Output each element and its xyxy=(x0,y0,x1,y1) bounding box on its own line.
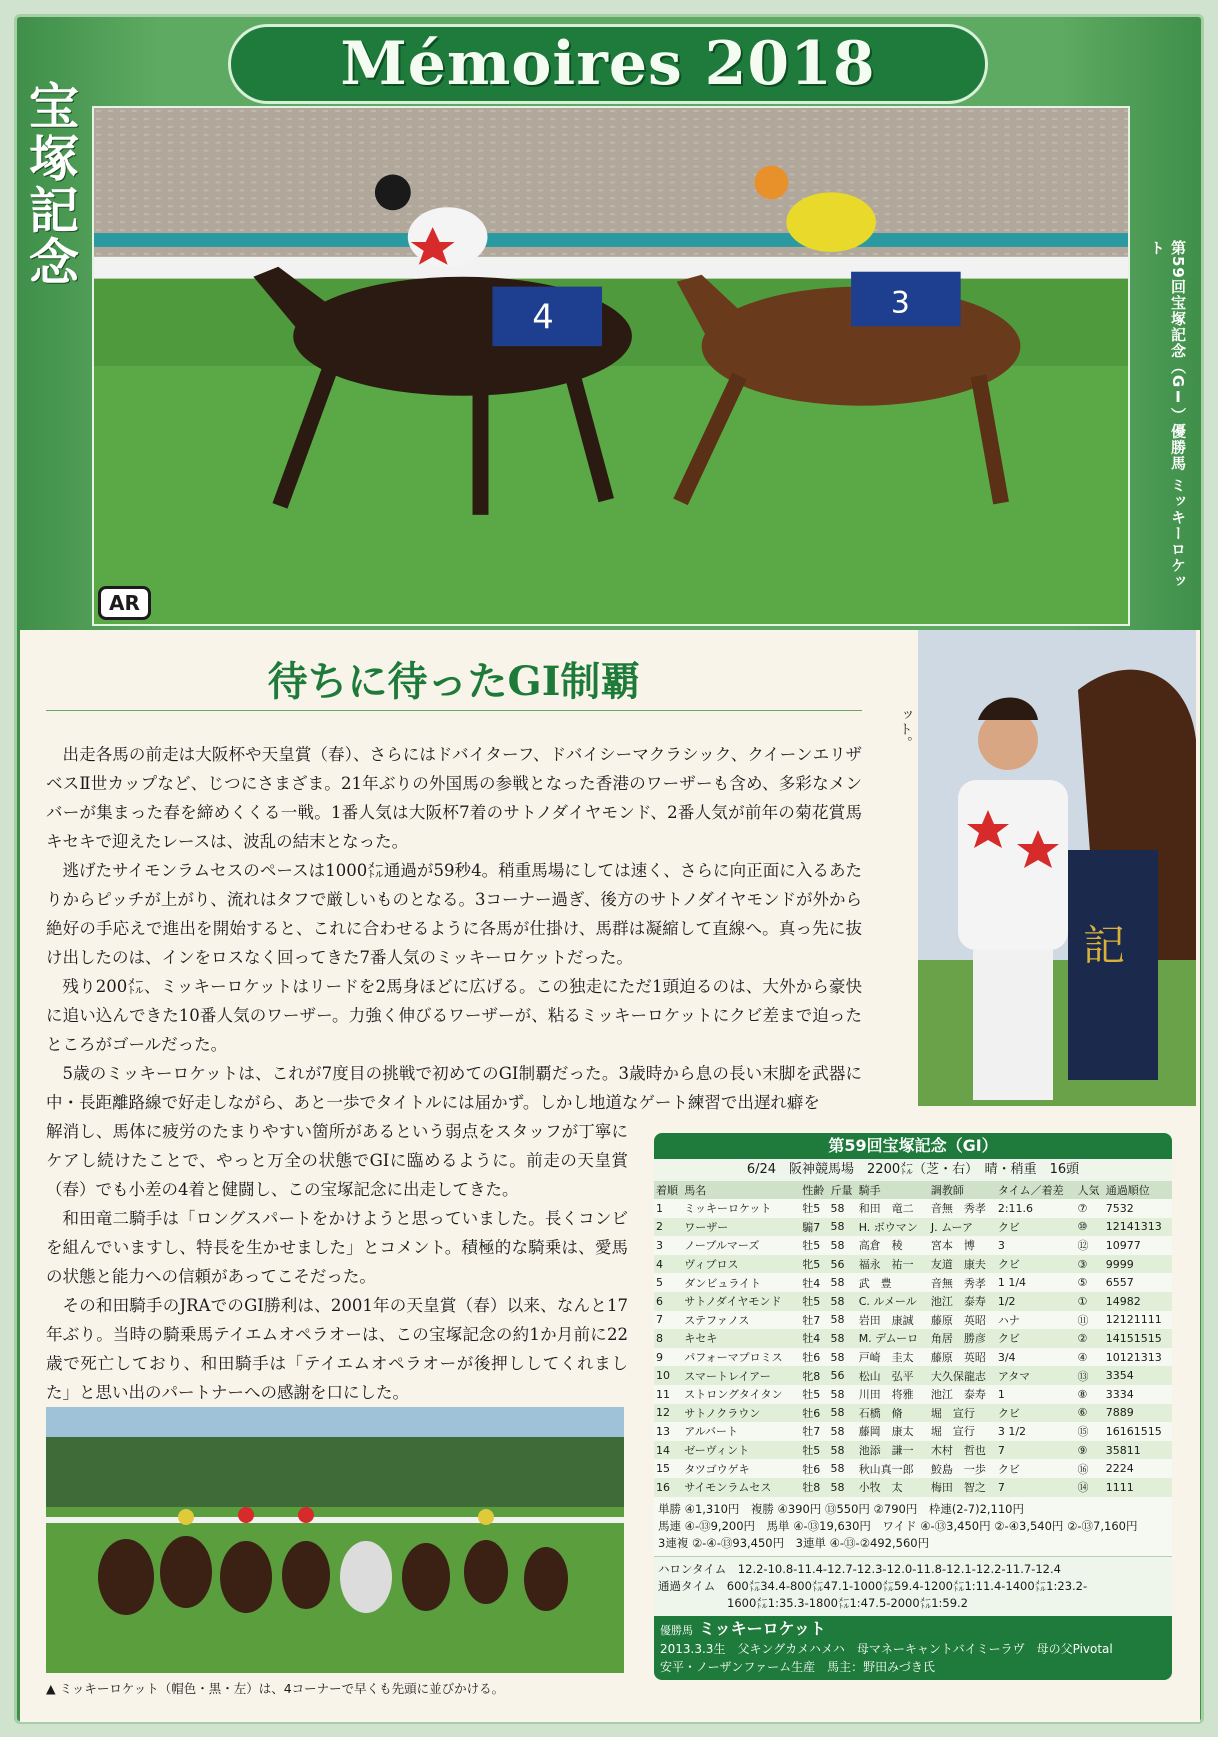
table-cell: クビ xyxy=(996,1218,1076,1237)
table-cell: ⑯ xyxy=(1076,1459,1104,1478)
table-row xyxy=(654,1422,1172,1441)
table-row xyxy=(654,1199,1172,1218)
table-cell: サイモンラムセス xyxy=(682,1478,800,1497)
table-cell: ステファノス xyxy=(682,1311,800,1330)
table-cell: 1 xyxy=(654,1199,682,1218)
table-cell: 堀 宣行 xyxy=(929,1404,996,1423)
table-cell: ④ xyxy=(1076,1348,1104,1367)
table-cell: 牡5 xyxy=(800,1292,828,1311)
race-results-box xyxy=(654,1133,1172,1701)
table-cell: 岩田 康誠 xyxy=(857,1311,929,1330)
table-cell: 7 xyxy=(996,1478,1076,1497)
table-cell: 9 xyxy=(654,1348,682,1367)
table-cell: ① xyxy=(1076,1292,1104,1311)
table-cell: ③ xyxy=(1076,1255,1104,1274)
table-cell: 藤原 英昭 xyxy=(929,1311,996,1330)
table-row xyxy=(654,1348,1172,1367)
table-cell: 牡4 xyxy=(800,1273,828,1292)
table-cell: 56 xyxy=(828,1366,856,1385)
table-cell: 高倉 稜 xyxy=(857,1236,929,1255)
results-column-header: 馬名 xyxy=(682,1181,800,1199)
payouts xyxy=(654,1497,1172,1556)
table-cell: 14151515 xyxy=(1104,1329,1172,1348)
table-cell: 58 xyxy=(828,1385,856,1404)
table-cell: 14982 xyxy=(1104,1292,1172,1311)
table-cell: 12 xyxy=(654,1404,682,1423)
table-cell: ダンビュライト xyxy=(682,1273,800,1292)
table-cell: 牡6 xyxy=(800,1404,828,1423)
title-divider xyxy=(46,710,862,711)
header-banner xyxy=(228,24,988,104)
payout-line: 馬連 ④-⑬9,200円 馬単 ④-⑬19,630円 ワイド ④-⑬3,450円 ②-④3,540円 ②-⑬7,160円 xyxy=(658,1518,1138,1533)
table-cell: 7889 xyxy=(1104,1404,1172,1423)
table-cell: クビ xyxy=(996,1255,1076,1274)
table-cell: ⑭ xyxy=(1076,1478,1104,1497)
table-cell: ノーブルマーズ xyxy=(682,1236,800,1255)
results-column-header: 通過順位 xyxy=(1104,1181,1172,1199)
table-cell: 4 xyxy=(654,1255,682,1274)
table-cell: 3 xyxy=(654,1236,682,1255)
table-cell: 1 1/4 xyxy=(996,1273,1076,1292)
table-cell: 14 xyxy=(654,1441,682,1460)
table-row xyxy=(654,1255,1172,1274)
table-cell: 8 xyxy=(654,1329,682,1348)
results-column-header: 騎手 xyxy=(857,1181,929,1199)
table-cell: ⑮ xyxy=(1076,1422,1104,1441)
paragraph: 解消し、馬体に疲労のたまりやすい箇所があるという弱点をスタッフが丁寧にケアし続けたことで、やっと万全の状態でGIに臨めるように。前走の天皇賞（春）でも小差の4着と健闘し、この宝塚記念に出走してきた。 xyxy=(46,1122,628,1199)
table-cell: 58 xyxy=(828,1329,856,1348)
table-cell: 58 xyxy=(828,1311,856,1330)
table-row xyxy=(654,1292,1172,1311)
table-cell: 58 xyxy=(828,1236,856,1255)
table-cell: ⑪ xyxy=(1076,1311,1104,1330)
table-row xyxy=(654,1273,1172,1292)
table-cell: 12141313 xyxy=(1104,1218,1172,1237)
results-info: 6/24 阪神競馬場 2200㍍（芝・右） 晴・稍重 16頭 xyxy=(654,1159,1172,1181)
table-cell: 3 xyxy=(996,1236,1076,1255)
table-row xyxy=(654,1459,1172,1478)
table-cell: 音無 秀孝 xyxy=(929,1273,996,1292)
table-cell: 堀 宣行 xyxy=(929,1422,996,1441)
table-cell: ⑦ xyxy=(1076,1199,1104,1218)
table-cell: 1 xyxy=(996,1385,1076,1404)
table-cell: 梅田 智之 xyxy=(929,1478,996,1497)
svg-text:記: 記 xyxy=(1083,921,1126,970)
table-cell: 58 xyxy=(828,1478,856,1497)
table-cell: 6557 xyxy=(1104,1273,1172,1292)
table-cell: 2 xyxy=(654,1218,682,1237)
jockey-photo-caption: ット。 xyxy=(896,708,912,750)
table-cell: ヴィブロス xyxy=(682,1255,800,1274)
table-cell: 7 xyxy=(996,1441,1076,1460)
table-row xyxy=(654,1441,1172,1460)
table-cell: 秋山真一郎 xyxy=(857,1459,929,1478)
table-cell: 7532 xyxy=(1104,1199,1172,1218)
lap-line: ハロンタイム 12.2-10.8-11.4-12.7-12.3-12.0-11.8-12.1-12.2-11.7-12.4 xyxy=(658,1561,1061,1576)
table-cell: 9999 xyxy=(1104,1255,1172,1274)
table-cell: ⑫ xyxy=(1076,1236,1104,1255)
table-cell: 牡7 xyxy=(800,1422,828,1441)
table-cell: 56 xyxy=(828,1255,856,1274)
table-cell: 牡5 xyxy=(800,1199,828,1218)
table-cell: 小牧 太 xyxy=(857,1478,929,1497)
paragraph: 5歳のミッキーロケットは、これが7度目の挑戦で初めてのGI制覇だった。3歳時から息の長い末脚を武器に中・長距離路線で好走しながら、あと一歩でタイトルには届かず。しかし地道なゲート練習で出遅れ癖を xyxy=(46,1064,862,1112)
table-cell: 3334 xyxy=(1104,1385,1172,1404)
table-cell: J. ムーア xyxy=(929,1218,996,1237)
lap-line: 通過タイム 600㍍34.4-800㍍47.1-1000㍍59.4-1200㍍1:11.4-1400㍍1:23.2- xyxy=(658,1578,1088,1593)
table-cell: 和田 竜二 xyxy=(857,1199,929,1218)
table-cell: 3 1/2 xyxy=(996,1422,1076,1441)
table-cell: スマートレイアー xyxy=(682,1366,800,1385)
winner-pedigree: 2013.3.3生 父キングカメハメハ 母マネーキャントバイミーラヴ 母の父Pivotal xyxy=(660,1641,1113,1656)
paragraph: 残り200㍍、ミッキーロケットはリードを2馬身ほどに広げる。この独走にただ1頭迫るのは、大外から豪快に追い込んできた10番人気のワーザー。力強く伸びるワーザーが、粘るミッキーロケットにクビ差まで迫ったところがゴールだった。 xyxy=(46,977,862,1054)
table-cell: 58 xyxy=(828,1199,856,1218)
table-row xyxy=(654,1385,1172,1404)
table-cell: M. デムーロ xyxy=(857,1329,929,1348)
results-column-header: タイム／着差 xyxy=(996,1181,1076,1199)
table-cell: 58 xyxy=(828,1273,856,1292)
table-cell: 2224 xyxy=(1104,1459,1172,1478)
table-cell: 牝5 xyxy=(800,1255,828,1274)
table-cell: タツゴウゲキ xyxy=(682,1459,800,1478)
table-cell: 牡7 xyxy=(800,1311,828,1330)
table-cell: パフォーマプロミス xyxy=(682,1348,800,1367)
table-cell: 1/2 xyxy=(996,1292,1076,1311)
table-cell: 音無 秀孝 xyxy=(929,1199,996,1218)
table-cell: 6 xyxy=(654,1292,682,1311)
main-photo-caption: 第59回宝塚記念（GⅠ）優勝馬 ミッキーロケット xyxy=(1148,240,1187,590)
winner-name: ミッキーロケット xyxy=(699,1618,826,1638)
winner-label: 優勝馬 xyxy=(660,1623,693,1637)
article-title: 待ちに待ったGI制覇 xyxy=(267,658,641,705)
table-cell: 牡5 xyxy=(800,1441,828,1460)
table-cell: 58 xyxy=(828,1218,856,1237)
race-photo-caption: ▲ ミッキーロケット（帽色・黒・左）は、4コーナーで早くも先頭に並びかける。 xyxy=(46,1681,505,1696)
table-cell: C. ルメール xyxy=(857,1292,929,1311)
table-row xyxy=(654,1366,1172,1385)
table-cell: 11 xyxy=(654,1385,682,1404)
side-title: 宝塚記念 xyxy=(21,80,79,288)
table-cell: ゼーヴィント xyxy=(682,1441,800,1460)
table-cell: 58 xyxy=(828,1404,856,1423)
table-cell: 7 xyxy=(654,1311,682,1330)
table-cell: 16161515 xyxy=(1104,1422,1172,1441)
jockey-photo xyxy=(918,630,1196,1106)
table-cell: 牡6 xyxy=(800,1348,828,1367)
winner-info xyxy=(654,1616,1172,1680)
table-cell: 58 xyxy=(828,1348,856,1367)
paragraph: 逃げたサイモンラムセスのペースは1000㍍通過が59秒4。稍重馬場にしては速く、さらに向正面に入るあたりからピッチが上がり、流れはタフで厳しいものとなる。3コーナー過ぎ、後方のサトノダイヤモンドが外から絶好の手応えで進出を開始すると、これに合わせるように各馬が仕掛け、馬群は凝縮して直線へ。真っ先に抜け出したのは、インをロスなく回ってきた7番人気のミッキーロケットだった。 xyxy=(46,861,862,967)
table-row xyxy=(654,1218,1172,1237)
table-cell: 牡5 xyxy=(800,1236,828,1255)
table-cell: ⑧ xyxy=(1076,1385,1104,1404)
table-row xyxy=(654,1404,1172,1423)
table-cell: 大久保龍志 xyxy=(929,1366,996,1385)
table-cell: 35811 xyxy=(1104,1441,1172,1460)
table-row xyxy=(654,1478,1172,1497)
table-cell: ストロングタイタン xyxy=(682,1385,800,1404)
main-race-photo xyxy=(92,106,1130,626)
table-cell: 鮫島 一歩 xyxy=(929,1459,996,1478)
paragraph: 出走各馬の前走は大阪杯や天皇賞（春）、さらにはドバイターフ、ドバイシーマクラシック、クイーンエリザベスⅡ世カップなど、じつにさまざま。21年ぶりの外国馬の参戦となった香港のワーザーも含め、多彩なメンバーが集まった春を締めくくる一戦。1番人気は大阪杯7着のサトノダイヤモンド、2番人気が前年の菊花賞馬キセキで迎えたレースは、波乱の結末となった。 xyxy=(46,745,862,851)
table-cell: 58 xyxy=(828,1292,856,1311)
table-cell: サトノダイヤモンド xyxy=(682,1292,800,1311)
table-cell: アルバート xyxy=(682,1422,800,1441)
table-cell: 福永 祐一 xyxy=(857,1255,929,1274)
table-cell: 武 豊 xyxy=(857,1273,929,1292)
table-cell: 16 xyxy=(654,1478,682,1497)
table-cell: 川田 将雅 xyxy=(857,1385,929,1404)
table-cell: 牡8 xyxy=(800,1478,828,1497)
table-cell: 13 xyxy=(654,1422,682,1441)
lap-times xyxy=(654,1556,1172,1616)
table-cell: 5 xyxy=(654,1273,682,1292)
table-cell: 牡4 xyxy=(800,1329,828,1348)
table-row xyxy=(654,1311,1172,1330)
table-cell: 58 xyxy=(828,1459,856,1478)
results-table xyxy=(654,1181,1172,1497)
table-cell: 池江 泰寿 xyxy=(929,1292,996,1311)
results-column-header: 人気 xyxy=(1076,1181,1104,1199)
table-cell: クビ xyxy=(996,1404,1076,1423)
article-body-upper xyxy=(46,740,862,1117)
table-cell: 1111 xyxy=(1104,1478,1172,1497)
table-cell: 宮本 博 xyxy=(929,1236,996,1255)
table-cell: 藤岡 康太 xyxy=(857,1422,929,1441)
table-row xyxy=(654,1236,1172,1255)
table-cell: 12121111 xyxy=(1104,1311,1172,1330)
table-cell: 15 xyxy=(654,1459,682,1478)
table-cell: ⑤ xyxy=(1076,1273,1104,1292)
table-cell: 友道 康夫 xyxy=(929,1255,996,1274)
table-cell: ⑨ xyxy=(1076,1441,1104,1460)
table-cell: 10 xyxy=(654,1366,682,1385)
payout-line: 3連複 ②-④-⑬93,450円 3連単 ④-⑬-②492,560円 xyxy=(658,1535,930,1550)
table-cell: ハナ xyxy=(996,1311,1076,1330)
table-cell: 池添 謙一 xyxy=(857,1441,929,1460)
results-column-header: 着順 xyxy=(654,1181,682,1199)
table-cell: 10977 xyxy=(1104,1236,1172,1255)
table-cell: 58 xyxy=(828,1441,856,1460)
table-cell: 58 xyxy=(828,1422,856,1441)
table-cell: H. ボウマン xyxy=(857,1218,929,1237)
table-cell: 藤原 英昭 xyxy=(929,1348,996,1367)
table-cell: 戸崎 圭太 xyxy=(857,1348,929,1367)
table-cell: サトノクラウン xyxy=(682,1404,800,1423)
table-cell: 石橋 脩 xyxy=(857,1404,929,1423)
results-column-header: 調教師 xyxy=(929,1181,996,1199)
table-cell: ワーザー xyxy=(682,1218,800,1237)
table-cell: 池江 泰寿 xyxy=(929,1385,996,1404)
svg-text:3: 3 xyxy=(890,285,910,321)
table-cell: アタマ xyxy=(996,1366,1076,1385)
paragraph: 和田竜二騎手は「ロングスパートをかけようと思っていました。長くコンビを組んでいますし、特長を生かせました」とコメント。積極的な騎乗は、愛馬の状態と能力への信頼があってこそだった。 xyxy=(46,1209,628,1286)
table-cell: 牡6 xyxy=(800,1459,828,1478)
table-cell: ② xyxy=(1076,1329,1104,1348)
header-title: Mémoires 2018 xyxy=(340,29,876,99)
table-cell: 3/4 xyxy=(996,1348,1076,1367)
table-cell: キセキ xyxy=(682,1329,800,1348)
winner-breeder: 安平・ノーザンファーム生産 馬主：野田みづき氏 xyxy=(660,1659,935,1674)
table-cell: 10121313 xyxy=(1104,1348,1172,1367)
table-cell: 騸7 xyxy=(800,1218,828,1237)
table-cell: ⑥ xyxy=(1076,1404,1104,1423)
lap-line: 1600㍍1:35.3-1800㍍1:47.5-2000㍍1:59.2 xyxy=(727,1595,968,1610)
table-cell: 2:11.6 xyxy=(996,1199,1076,1218)
table-cell: クビ xyxy=(996,1329,1076,1348)
race-field-photo xyxy=(46,1407,624,1673)
svg-text:4: 4 xyxy=(532,297,554,337)
results-column-header: 性齢 xyxy=(800,1181,828,1199)
ar-badge: AR xyxy=(98,586,151,620)
table-cell: ⑬ xyxy=(1076,1366,1104,1385)
table-cell: 木村 哲也 xyxy=(929,1441,996,1460)
table-cell: ミッキーロケット xyxy=(682,1199,800,1218)
table-cell: 牡5 xyxy=(800,1385,828,1404)
table-cell: クビ xyxy=(996,1459,1076,1478)
table-row xyxy=(654,1329,1172,1348)
payout-line: 単勝 ④1,310円 複勝 ④390円 ⑬550円 ②790円 枠連(2-7)2,110円 xyxy=(658,1501,1024,1516)
table-cell: ⑩ xyxy=(1076,1218,1104,1237)
table-cell: 角居 勝彦 xyxy=(929,1329,996,1348)
article-body-lower xyxy=(46,1117,628,1407)
results-title: 第59回宝塚記念（GⅠ） xyxy=(654,1133,1172,1159)
results-column-header: 斤量 xyxy=(828,1181,856,1199)
table-cell: 牝8 xyxy=(800,1366,828,1385)
table-cell: 松山 弘平 xyxy=(857,1366,929,1385)
table-cell: 3354 xyxy=(1104,1366,1172,1385)
paragraph: その和田騎手のJRAでのGI勝利は、2001年の天皇賞（春）以来、なんと17年ぶり。当時の騎乗馬テイエムオペラオーは、この宝塚記念の約1か月前に22歳で死亡しており、和田騎手は「テイエムオペラオーが後押ししてくれました」と思い出のパートナーへの感謝を口にした。 xyxy=(46,1296,628,1402)
